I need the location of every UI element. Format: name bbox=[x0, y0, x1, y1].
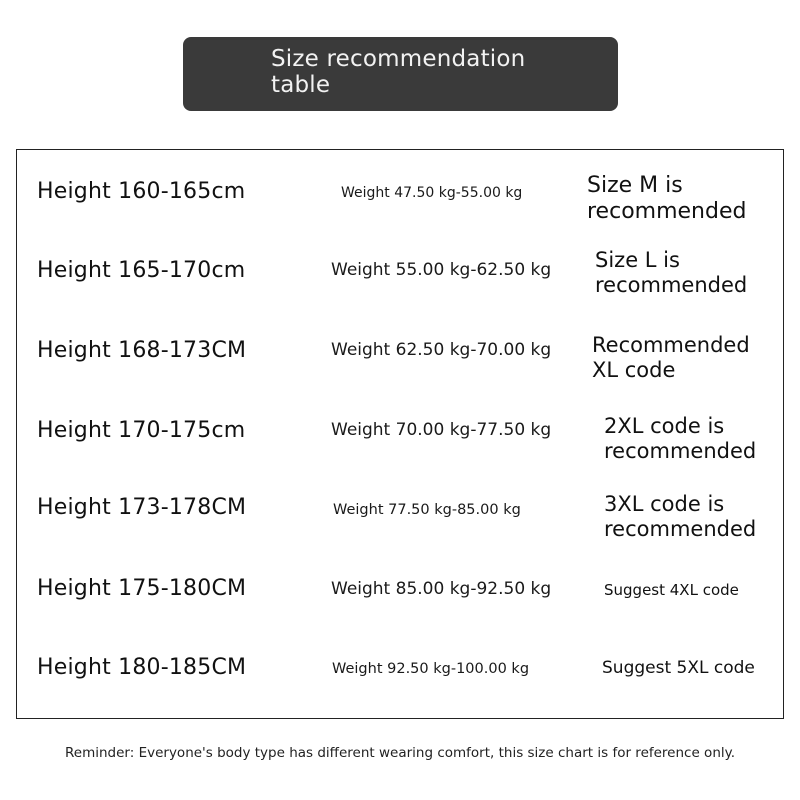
recommendation-line-1: Recommended bbox=[592, 333, 750, 357]
size-table bbox=[16, 149, 784, 719]
weight-cell: Weight 62.50 kg-70.00 kg bbox=[331, 340, 552, 360]
recommendation-line-1: Size M is bbox=[587, 173, 683, 198]
weight-cell: Weight 77.50 kg-85.00 kg bbox=[333, 502, 521, 518]
recommendation-cell bbox=[604, 414, 756, 464]
recommendation-line-2: XL code bbox=[592, 358, 676, 382]
recommendation-cell bbox=[595, 248, 747, 298]
recommendation-line-1: Size L is bbox=[595, 248, 680, 272]
recommendation-cell bbox=[602, 658, 755, 678]
title-line-1: Size recommendation bbox=[271, 46, 526, 72]
recommendation-cell bbox=[604, 581, 739, 599]
table-row bbox=[17, 158, 783, 228]
title-line-2: table bbox=[271, 72, 331, 98]
weight-cell: Weight 92.50 kg-100.00 kg bbox=[332, 661, 530, 677]
table-row bbox=[17, 638, 783, 708]
recommendation-cell bbox=[587, 173, 746, 225]
recommendation-line-1: 2XL code is bbox=[604, 414, 725, 438]
height-cell: Height 165-170cm bbox=[37, 258, 246, 283]
table-row bbox=[17, 318, 783, 388]
recommendation-line-2: recommended bbox=[604, 517, 757, 541]
recommendation-line-1: Suggest 5XL code bbox=[602, 658, 755, 678]
height-cell: Height 168-173CM bbox=[37, 338, 247, 363]
table-row bbox=[17, 477, 783, 547]
table-row bbox=[17, 398, 783, 468]
weight-cell: Weight 85.00 kg-92.50 kg bbox=[331, 579, 552, 599]
recommendation-line-2: recommended bbox=[595, 273, 748, 297]
height-cell: Height 173-178CM bbox=[37, 495, 247, 520]
table-row bbox=[17, 238, 783, 308]
recommendation-line-1: Suggest 4XL code bbox=[604, 581, 739, 599]
table-row bbox=[17, 558, 783, 628]
recommendation-cell bbox=[592, 333, 750, 383]
weight-cell: Weight 47.50 kg-55.00 kg bbox=[341, 185, 523, 201]
weight-cell: Weight 70.00 kg-77.50 kg bbox=[331, 420, 552, 440]
recommendation-cell bbox=[604, 492, 756, 542]
height-cell: Height 175-180CM bbox=[37, 576, 247, 601]
reminder-note: Reminder: Everyone's body type has different wearing comfort, this size chart is for reference only. bbox=[65, 745, 735, 761]
height-cell: Height 160-165cm bbox=[37, 179, 246, 204]
weight-cell: Weight 55.00 kg-62.50 kg bbox=[331, 260, 552, 280]
recommendation-line-2: recommended bbox=[604, 439, 757, 463]
recommendation-line-2: recommended bbox=[587, 199, 747, 224]
height-cell: Height 170-175cm bbox=[37, 418, 246, 443]
title-banner bbox=[183, 37, 618, 111]
height-cell: Height 180-185CM bbox=[37, 655, 247, 680]
recommendation-line-1: 3XL code is bbox=[604, 492, 725, 516]
